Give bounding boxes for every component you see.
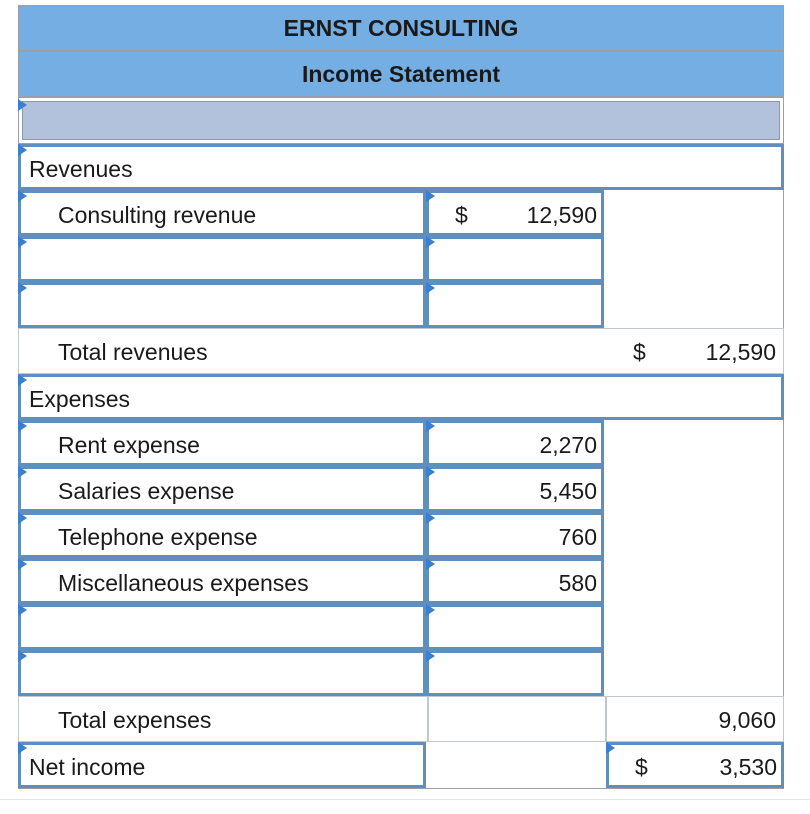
expense-item-amount: 760 — [558, 524, 597, 550]
expense-empty-label-cell[interactable] — [18, 650, 426, 696]
revenue-item-amount-cell[interactable] — [426, 190, 604, 236]
company-name: ERNST CONSULTING — [18, 5, 784, 51]
revenue-empty-amount-cell[interactable] — [426, 282, 604, 328]
currency-symbol: $ — [455, 202, 468, 228]
total-expenses-amount: 9,060 — [718, 707, 776, 733]
total-expenses-spacer-cell — [428, 696, 606, 742]
dropdown-marker-icon — [426, 236, 435, 248]
dropdown-marker-icon — [18, 374, 27, 386]
expense-item-label-cell[interactable] — [18, 420, 426, 466]
revenue-empty-label-cell[interactable] — [18, 236, 426, 282]
currency-symbol: $ — [635, 754, 648, 780]
dropdown-marker-icon — [18, 236, 27, 248]
dropdown-marker-icon — [18, 558, 27, 570]
revenue-item-amount: 12,590 — [526, 202, 597, 228]
divider — [0, 799, 810, 800]
total-revenues-row — [18, 328, 784, 374]
dropdown-marker-icon — [18, 144, 27, 156]
total-revenues-amount: 12,590 — [705, 339, 776, 365]
dropdown-marker-icon — [426, 420, 435, 432]
expense-empty-label-cell[interactable] — [18, 604, 426, 650]
expense-item-label-cell[interactable] — [18, 466, 426, 512]
total-expenses-label-cell — [18, 696, 428, 742]
expense-item-label: Telephone expense — [58, 524, 258, 550]
dropdown-marker-icon — [18, 650, 27, 662]
dropdown-marker-icon — [426, 558, 435, 570]
revenue-item-label-cell[interactable] — [18, 190, 426, 236]
expense-empty-amount-cell[interactable] — [426, 604, 604, 650]
dropdown-marker-icon — [18, 420, 27, 432]
dropdown-marker-icon — [606, 742, 615, 754]
dropdown-marker-icon — [426, 190, 435, 202]
expense-item-label-cell[interactable] — [18, 512, 426, 558]
dropdown-marker-icon — [426, 282, 435, 294]
expenses-heading-cell[interactable] — [18, 374, 784, 420]
dropdown-marker-icon — [18, 466, 27, 478]
dropdown-marker-icon — [426, 466, 435, 478]
dropdown-marker-icon — [18, 742, 27, 754]
total-expenses-label: Total expenses — [58, 707, 212, 733]
net-income-amount: 3,530 — [719, 754, 777, 780]
dropdown-marker-icon — [426, 512, 435, 524]
expense-empty-amount-cell[interactable] — [426, 650, 604, 696]
expense-item-label-cell[interactable] — [18, 558, 426, 604]
expense-item-amount-cell[interactable] — [426, 512, 604, 558]
dropdown-marker-icon — [18, 190, 27, 202]
expense-item-amount: 2,270 — [539, 432, 597, 458]
expense-item-label: Salaries expense — [58, 478, 235, 504]
expense-item-amount: 580 — [558, 570, 597, 596]
net-income-label-cell[interactable] — [18, 742, 426, 788]
expense-item-amount: 5,450 — [539, 478, 597, 504]
net-income-amount-cell[interactable] — [606, 742, 784, 788]
expenses-heading: Expenses — [29, 386, 131, 412]
expense-item-label: Rent expense — [58, 432, 200, 458]
revenues-heading: Revenues — [29, 156, 133, 182]
date-row — [18, 97, 784, 144]
dropdown-marker-icon — [18, 512, 27, 524]
currency-symbol: $ — [633, 339, 646, 365]
revenue-item-label: Consulting revenue — [58, 202, 257, 228]
revenue-empty-label-cell[interactable] — [18, 282, 426, 328]
dropdown-marker-icon — [18, 604, 27, 616]
total-revenues-label: Total revenues — [58, 339, 208, 365]
dropdown-marker-icon — [18, 99, 27, 111]
dropdown-marker-icon — [18, 282, 27, 294]
net-income-label: Net income — [29, 754, 146, 780]
expense-item-amount-cell[interactable] — [426, 558, 604, 604]
dropdown-marker-icon — [426, 650, 435, 662]
total-expenses-amount-cell — [606, 696, 784, 742]
expense-item-amount-cell[interactable] — [426, 466, 604, 512]
date-input[interactable] — [22, 101, 780, 140]
expense-item-label: Miscellaneous expenses — [58, 570, 309, 596]
revenue-empty-amount-cell[interactable] — [426, 236, 604, 282]
revenues-heading-cell[interactable] — [18, 144, 784, 190]
expense-item-amount-cell[interactable] — [426, 420, 604, 466]
dropdown-marker-icon — [426, 604, 435, 616]
statement-title: Income Statement — [18, 51, 784, 97]
